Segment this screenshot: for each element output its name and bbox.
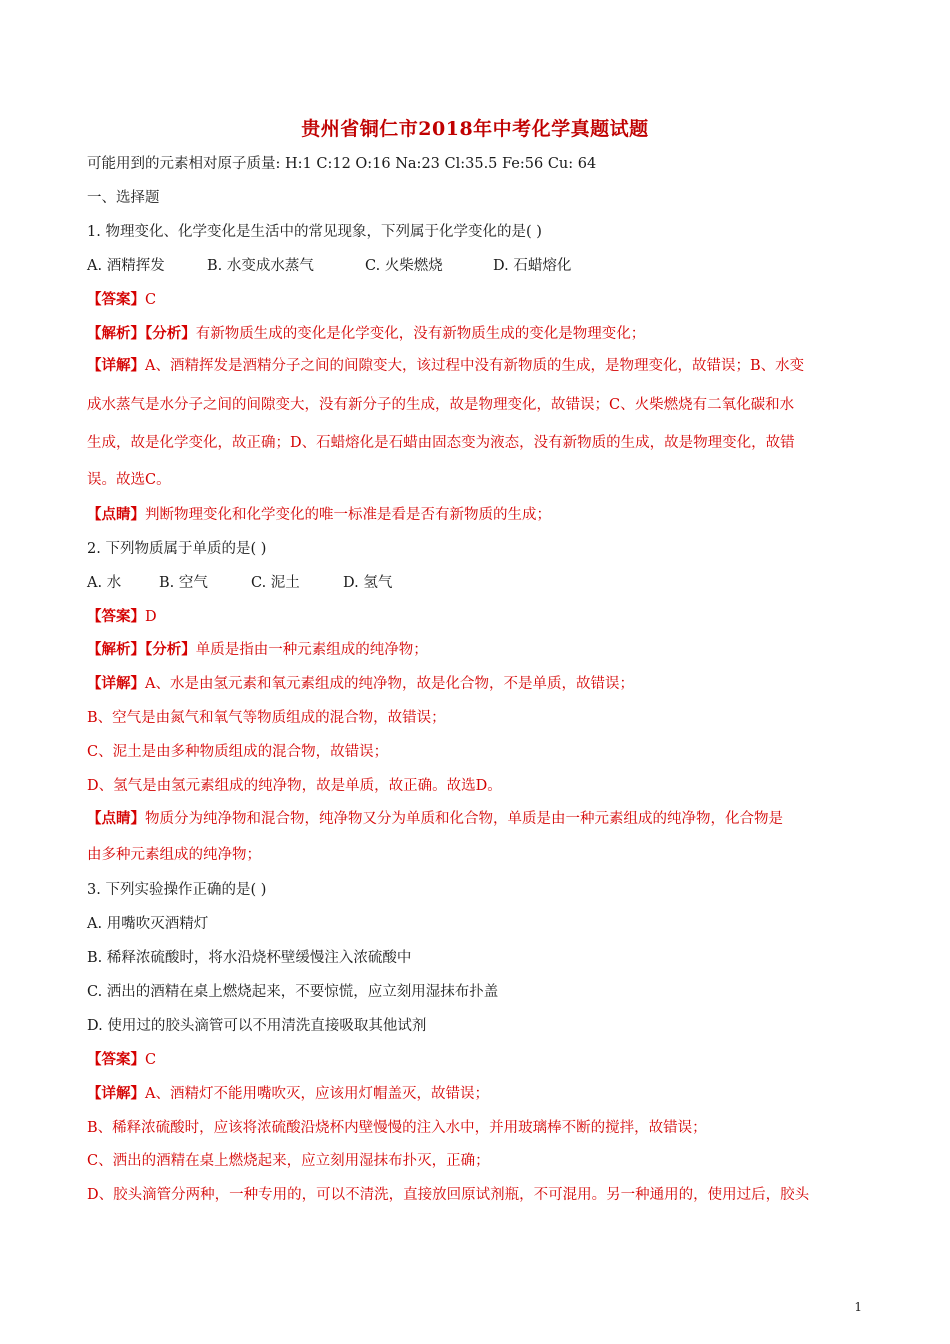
q2-answer	[87, 607, 157, 627]
q3-detail-tag: 【详解】	[87, 1085, 145, 1102]
q3-option-a: A. 用嘴吹灭酒精灯	[87, 916, 209, 932]
q1-stem: 1. 物理变化、化学变化是生活中的常见现象，下列属于化学变化的是( )	[87, 224, 542, 240]
q1-option-c: C. 火柴燃烧	[365, 258, 443, 274]
q2-note-text: 物质分为纯净物和混合物，纯净物又分为单质和化合物，单质是由一种元素组成的纯净物，化合物是	[145, 811, 783, 827]
q1-option-a: A. 酒精挥发	[87, 258, 165, 274]
q3-detail-line	[87, 1084, 489, 1104]
q2-analysis-text: 单质是指由一种元素组成的纯净物；	[195, 642, 428, 658]
q3-option-d: D. 使用过的胶头滴管可以不用清洗直接吸取其他试剂	[87, 1018, 427, 1034]
q1-note-tag: 【点睛】	[87, 506, 145, 523]
q2-detail-line	[87, 674, 634, 694]
q2-detail-tag: 【详解】	[87, 675, 145, 692]
q1-note-text: 判断物理变化和化学变化的唯一标准是看是否有新物质的生成；	[145, 507, 551, 523]
q2-answer-value: D	[145, 609, 157, 625]
q1-detail-line: 生成，故是化学变化，故正确；D、石蜡熔化是石蜡由固态变为液态，没有新物质的生成，故是物理变化，故错	[87, 435, 795, 451]
page-number: 1	[854, 1300, 862, 1314]
q1-analysis	[87, 324, 645, 344]
q1-detail-line: 误。故选C。	[87, 472, 171, 488]
q2-detail-line: B、空气是由氮气和氧气等物质组成的混合物，故错误；	[87, 710, 446, 726]
q1-detail-tag: 【详解】	[87, 357, 145, 374]
page-title: 贵州省铜仁市2018年中考化学真题试题	[301, 118, 649, 140]
q2-option-b: B. 空气	[159, 575, 208, 591]
q2-analysis	[87, 640, 428, 660]
q2-detail-line: C、泥土是由多种物质组成的混合物，故错误；	[87, 744, 389, 760]
q2-note-line: 由多种元素组成的纯净物；	[87, 847, 261, 863]
q3-answer-tag: 【答案】	[87, 1051, 145, 1068]
atomic-masses: 可能用到的元素相对原子质量: H:1 C:12 O:16 Na:23 Cl:35.5 Fe:56 Cu: 64	[87, 156, 597, 172]
q2-option-c: C. 泥土	[251, 575, 300, 591]
q1-answer-value: C	[145, 292, 157, 308]
q3-answer	[87, 1050, 156, 1070]
q3-stem: 3. 下列实验操作正确的是( )	[87, 882, 267, 898]
q2-stem: 2. 下列物质属于单质的是( )	[87, 541, 267, 557]
q2-answer-tag: 【答案】	[87, 608, 145, 625]
q2-option-a: A. 水	[87, 575, 122, 591]
q1-detail-line: 成水蒸气是水分子之间的间隙变大，没有新分子的生成，故是物理变化，故错误；C、火柴燃烧有二氧化碳和水	[87, 397, 795, 413]
q1-option-d: D. 石蜡熔化	[493, 258, 572, 274]
q3-detail-text: A、酒精灯不能用嘴吹灭，应该用灯帽盖灭，故错误；	[145, 1086, 489, 1102]
q2-option-d: D. 氢气	[343, 575, 393, 591]
q2-note-tag: 【点睛】	[87, 810, 145, 827]
q3-detail-line: C、洒出的酒精在桌上燃烧起来，应立刻用湿抹布扑灭，正确；	[87, 1153, 490, 1169]
q1-option-b: B. 水变成水蒸气	[207, 258, 314, 274]
section-heading: 一、选择题	[87, 190, 160, 206]
q1-answer-tag: 【答案】	[87, 291, 145, 308]
q1-analysis-tag: 【解析】【分析】	[87, 325, 196, 342]
q3-option-c: C. 洒出的酒精在桌上燃烧起来，不要惊慌，应立刻用湿抹布扑盖	[87, 984, 499, 1000]
q2-detail-text: A、水是由氢元素和氧元素组成的纯净物，故是化合物，不是单质，故错误；	[145, 676, 634, 692]
q1-options	[87, 256, 571, 276]
q3-detail-line: B、稀释浓硫酸时，应该将浓硫酸沿烧杯内壁慢慢的注入水中，并用玻璃棒不断的搅拌，故错误；	[87, 1120, 707, 1136]
q1-note	[87, 505, 551, 525]
q2-detail-line: D、氢气是由氢元素组成的纯净物，故是单质，故正确。故选D。	[87, 778, 502, 794]
q1-answer	[87, 290, 156, 310]
q2-analysis-tag: 【解析】【分析】	[87, 641, 196, 658]
q1-detail-text: A、酒精挥发是酒精分子之间的间隙变大，该过程中没有新物质的生成，是物理变化，故错误；B、水变	[145, 358, 805, 374]
q2-options	[87, 573, 392, 593]
q3-answer-value: C	[145, 1052, 157, 1068]
q2-note	[87, 809, 783, 829]
q1-detail-line	[87, 356, 804, 376]
q1-analysis-text: 有新物质生成的变化是化学变化，没有新物质生成的变化是物理变化；	[195, 326, 646, 342]
q3-option-b: B. 稀释浓硫酸时，将水沿烧杯壁缓慢注入浓硫酸中	[87, 950, 412, 966]
q3-detail-line: D、胶头滴管分两种，一种专用的，可以不清洗，直接放回原试剂瓶，不可混用。另一种通用的，使用过后，胶头	[87, 1187, 810, 1203]
